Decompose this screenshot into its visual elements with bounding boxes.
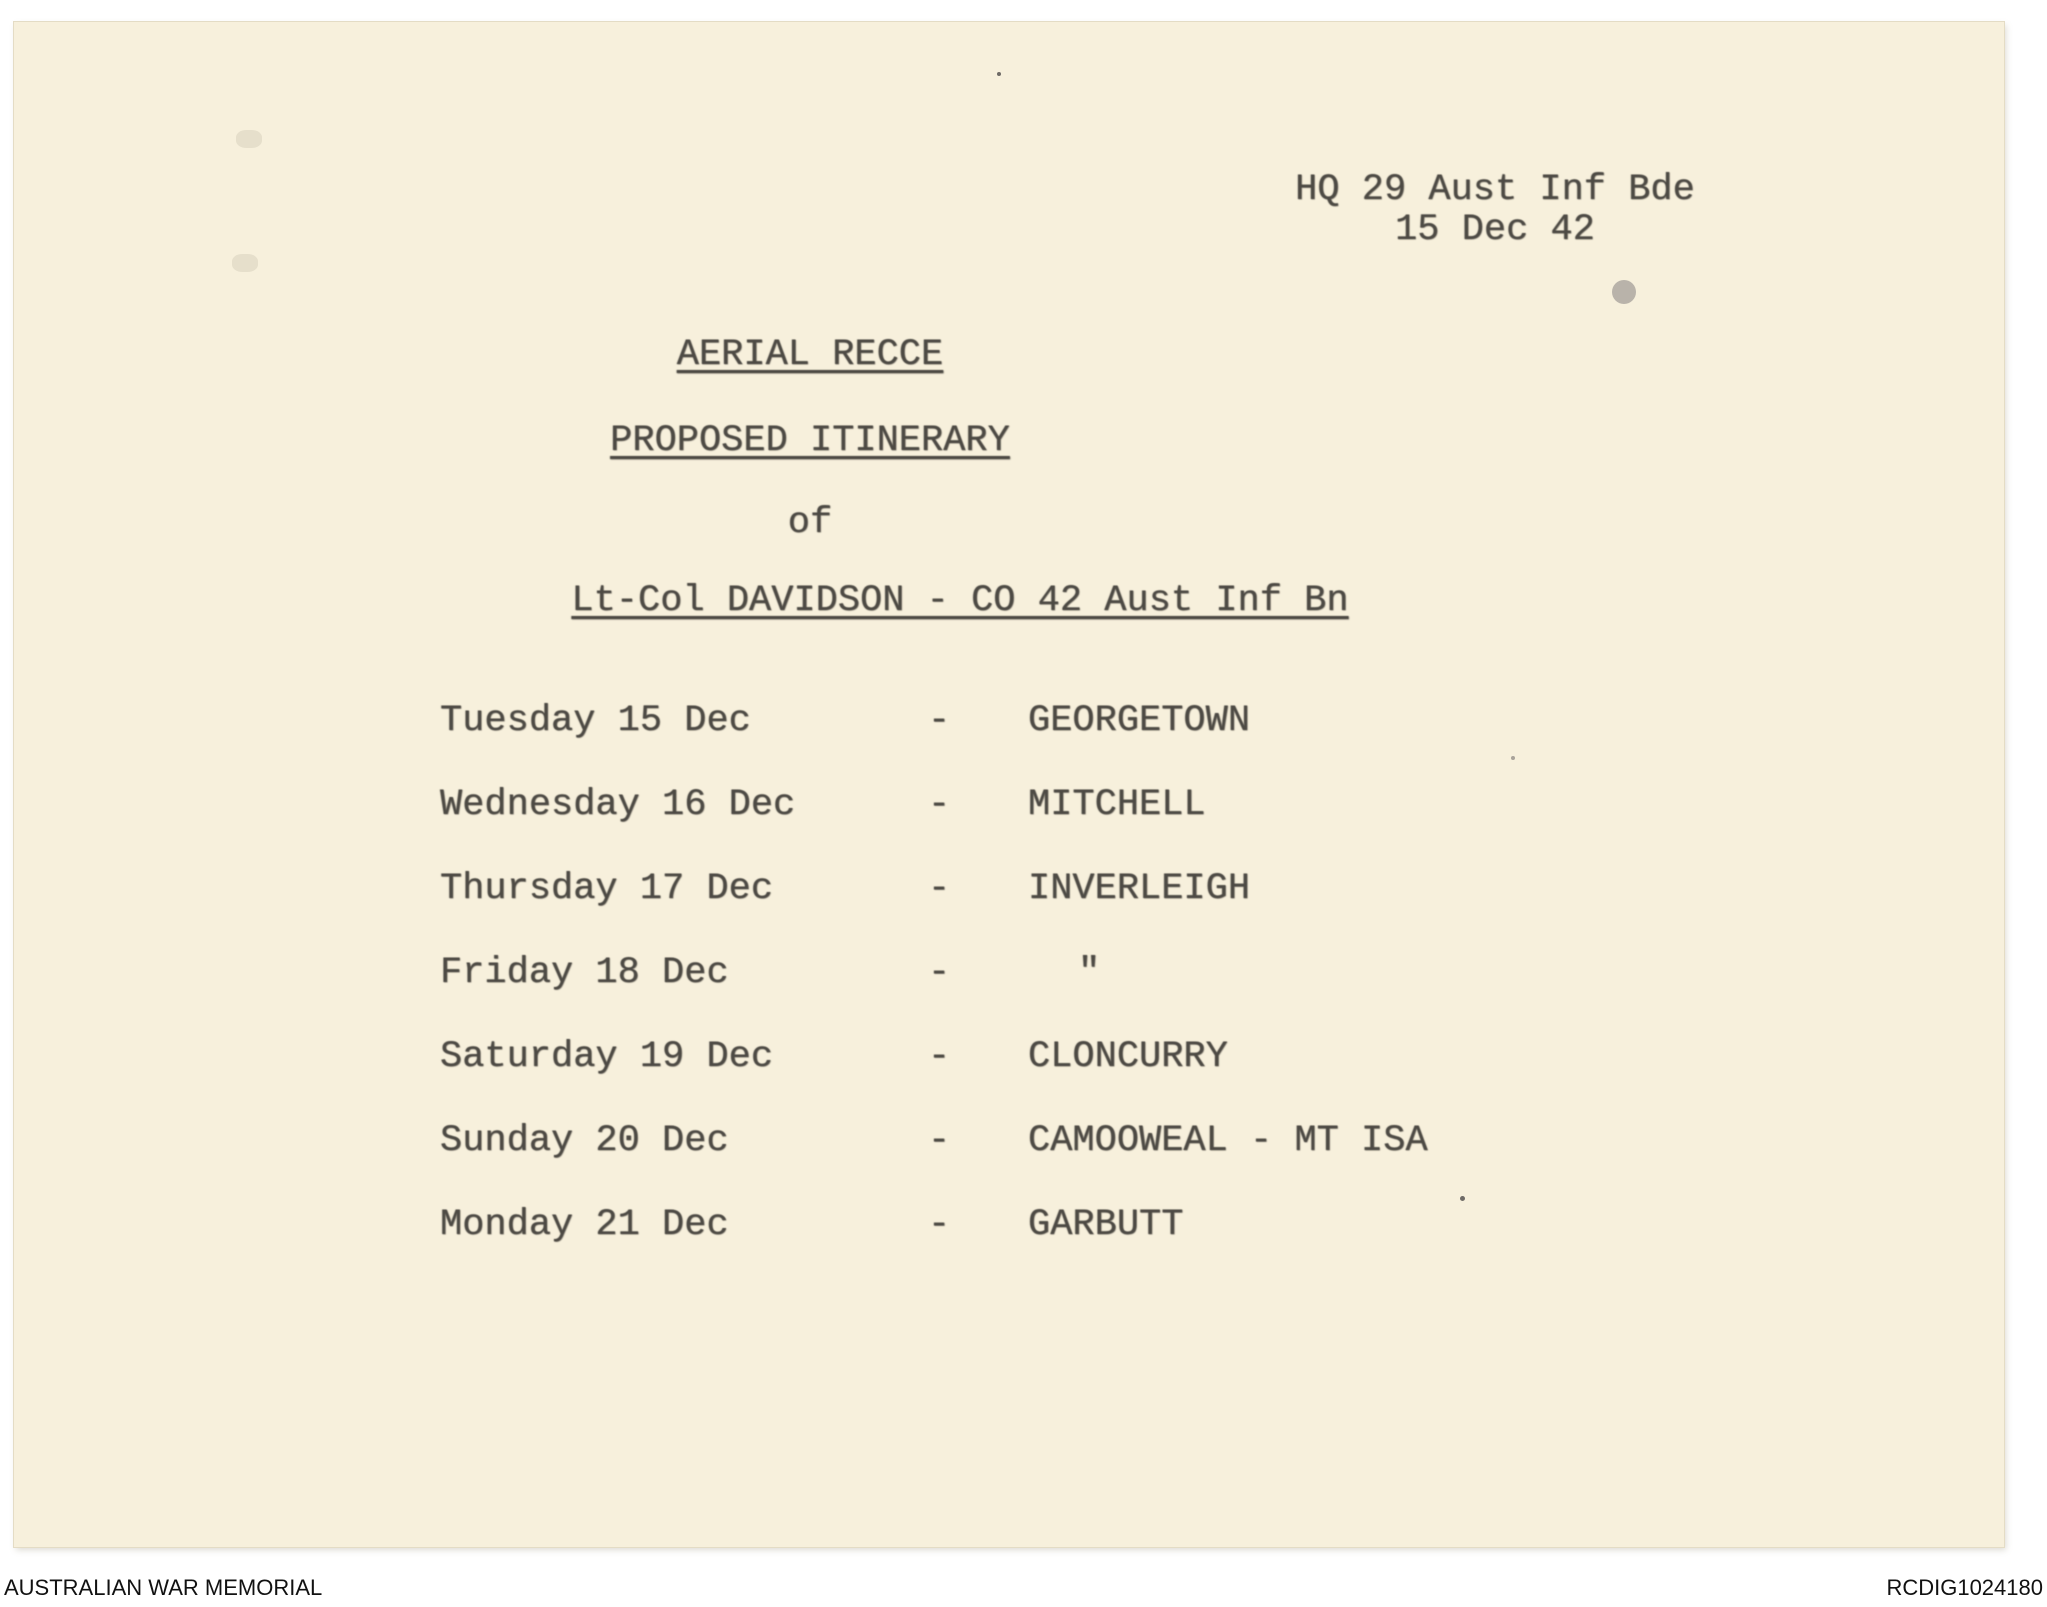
itinerary-day: Tuesday 15 Dec [440,700,751,742]
hq-header [1260,170,1730,250]
staple-mark [232,254,258,272]
staple-mark [236,130,262,148]
paper-speck [997,72,1001,76]
itinerary-place: GEORGETOWN [1028,700,1251,742]
itinerary-day: Thursday 17 Dec [440,868,774,910]
itinerary-place-ditto: " [1078,952,1101,994]
itinerary-dash: - [928,868,951,910]
paper-hole-mark [1612,280,1636,304]
itinerary-dash: - [928,700,951,742]
title-line-4-wrap [460,580,1460,622]
title-officer: Lt-Col DAVIDSON - CO 42 Aust Inf Bn [571,580,1349,622]
title-line-3-wrap [410,502,1210,544]
itinerary-dash: - [928,1204,951,1246]
title-aerial-recce: AERIAL RECCE [676,334,944,376]
itinerary-day: Wednesday 16 Dec [440,784,796,826]
itinerary-place: GARBUTT [1028,1204,1184,1246]
title-proposed-itinerary: PROPOSED ITINERARY [610,420,1010,462]
hq-date: 15 Dec 42 [1395,209,1595,251]
itinerary-day: Friday 18 Dec [440,952,729,994]
itinerary-place: INVERLEIGH [1028,868,1251,910]
itinerary-place: CAMOOWEAL - MT ISA [1028,1120,1428,1162]
itinerary-day: Monday 21 Dec [440,1204,729,1246]
hq-unit: HQ 29 Aust Inf Bde [1295,169,1695,211]
title-line-2-wrap [410,420,1210,462]
footer-record-id: RCDIG1024180 [1886,1575,2043,1600]
itinerary-day: Saturday 19 Dec [440,1036,774,1078]
footer-collection-name: AUSTRALIAN WAR MEMORIAL [4,1575,323,1600]
paper-speck [1511,756,1515,760]
itinerary-dash: - [928,784,951,826]
itinerary-place: MITCHELL [1028,784,1206,826]
itinerary-place: CLONCURRY [1028,1036,1228,1078]
title-line-1-wrap [410,334,1210,376]
title-of: of [787,502,833,544]
itinerary-dash: - [928,952,951,994]
itinerary-dash: - [928,1120,951,1162]
itinerary-dash: - [928,1036,951,1078]
document-sheet [14,22,2004,1547]
itinerary-day: Sunday 20 Dec [440,1120,729,1162]
paper-speck [1460,1196,1465,1201]
